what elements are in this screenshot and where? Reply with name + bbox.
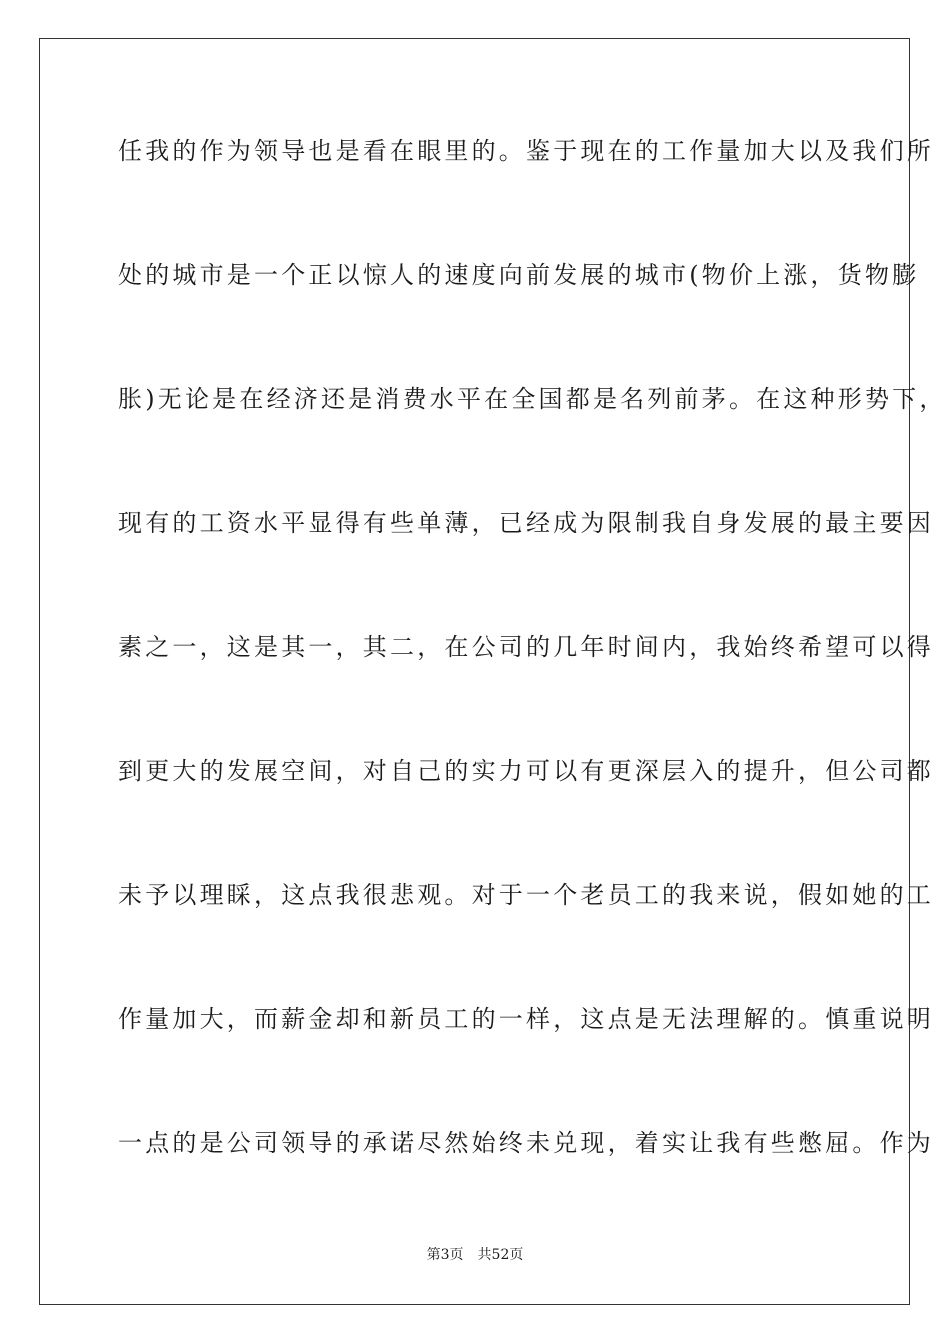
- page-border: [39, 38, 947, 1305]
- body-text-line: 任我的作为领导也是看在眼里的。鉴于现在的工作量加大以及我们所: [118, 137, 934, 165]
- current-page-number: 第3页: [426, 1247, 464, 1263]
- total-page-count: 共52页: [477, 1247, 524, 1263]
- body-text-line: 处的城市是一个正以惊人的速度向前发展的城市(物价上涨，货物膨: [118, 261, 920, 289]
- body-text-line: 胀)无论是在经济还是消费水平在全国都是名列前茅。在这种形势下，: [118, 385, 947, 413]
- body-text-line: 到更大的发展空间，对自己的实力可以有更深层入的提升，但公司都: [118, 757, 934, 785]
- body-text-line: 一点的是公司领导的承诺尽然始终未兑现，着实让我有些憋屈。作为: [118, 1129, 934, 1157]
- body-text-line: 素之一，这是其一，其二，在公司的几年时间内，我始终希望可以得: [118, 633, 934, 661]
- page-footer: [0, 1246, 950, 1264]
- body-text-line: 作量加大，而薪金却和新员工的一样，这点是无法理解的。慎重说明: [118, 1005, 934, 1033]
- body-text-line: 现有的工资水平显得有些单薄，已经成为限制我自身发展的最主要因: [118, 509, 934, 537]
- body-text-line: 未予以理睬，这点我很悲观。对于一个老员工的我来说，假如她的工: [118, 881, 934, 909]
